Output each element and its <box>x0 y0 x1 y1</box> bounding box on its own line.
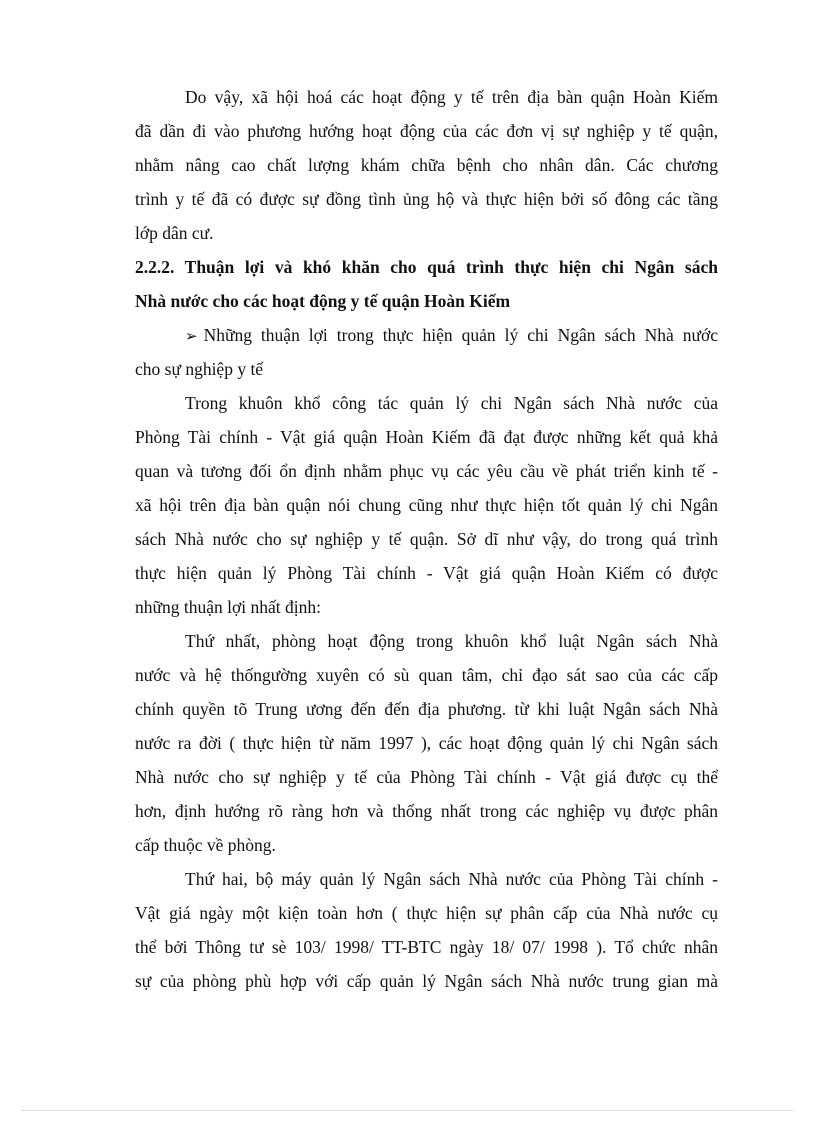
page-bottom-divider <box>22 1110 794 1111</box>
arrow-bullet-icon: ➢ <box>185 329 198 345</box>
text-line: thực hiện quản lý Phòng Tài chính - Vật giá quận Hoàn Kiếm có được <box>135 563 718 583</box>
text-line: nhằm nâng cao chất lượng khám chữa bệnh cho nhân dân. Các chương <box>135 155 718 175</box>
paragraph-1 <box>135 80 718 250</box>
text-line: cấp thuộc về phòng. <box>135 835 276 855</box>
text-line: Trong khuôn khổ công tác quản lý chi Ngân sách Nhà nước của <box>185 393 718 413</box>
bullet-text: Những thuận lợi trong thực hiện quản lý chi Ngân sách Nhà nước <box>203 325 718 345</box>
heading-line: Nhà nước cho các hoạt động y tế quận Hoàn Kiếm <box>135 291 511 311</box>
bullet-line: cho sự nghiệp y tế <box>135 359 264 379</box>
text-line: chính quyền tõ Trung ương đến đến địa phương. từ khi luật Ngân sách Nhà <box>135 699 718 719</box>
section-heading <box>135 250 718 318</box>
bullet-item <box>135 318 718 386</box>
text-line: quan và tương đối ổn định nhằm phục vụ các yêu cầu về phát triển kinh tế - <box>135 461 718 481</box>
text-line: Phòng Tài chính - Vật giá quận Hoàn Kiếm đã đạt được những kết quả khả <box>135 427 718 447</box>
heading-line: 2.2.2. Thuận lợi và khó khăn cho quá trình thực hiện chi Ngân sách <box>135 257 718 277</box>
text-line: những thuận lợi nhất định: <box>135 597 321 617</box>
text-line: Vật giá ngày một kiện toàn hơn ( thực hiện sự phân cấp của Nhà nước cụ <box>135 903 718 923</box>
text-line: hơn, định hướng rõ ràng hơn và thống nhất trong các nghiệp vụ được phân <box>135 801 718 821</box>
text-line: đã dần đi vào phương hướng hoạt động của các đơn vị sự nghiệp y tế quận, <box>135 121 718 141</box>
text-line: nước và hệ thốngường xuyên có sù quan tâm, chỉ đạo sát sao của các cấp <box>135 665 718 685</box>
text-line: Thứ hai, bộ máy quản lý Ngân sách Nhà nước của Phòng Tài chính - <box>185 869 718 889</box>
text-line: lớp dân cư. <box>135 223 214 243</box>
text-line: nước ra đời ( thực hiện từ năm 1997 ), các hoạt động quản lý chi Ngân sách <box>135 733 718 753</box>
bullet-line <box>135 318 718 352</box>
text-line: Thứ nhất, phòng hoạt động trong khuôn khổ luật Ngân sách Nhà <box>185 631 718 651</box>
text-line: Nhà nước cho sự nghiệp y tế của Phòng Tài chính - Vật giá được cụ thể <box>135 767 718 787</box>
text-line: sách Nhà nước cho sự nghiệp y tế quận. Sở dĩ như vậy, do trong quá trình <box>135 529 718 549</box>
text-line: sự của phòng phù hợp với cấp quản lý Ngân sách Nhà nước trung gian mà <box>135 971 718 991</box>
paragraph-2 <box>135 386 718 624</box>
paragraph-4 <box>135 862 718 998</box>
text-line: trình y tế đã có được sự đồng tình ủng hộ và thực hiện bởi số đông các tầng <box>135 189 718 209</box>
text-line: thể bởi Thông tư sè 103/ 1998/ TT-BTC ngày 18/ 07/ 1998 ). Tổ chức nhân <box>135 937 718 957</box>
document-body <box>135 80 718 998</box>
text-line: xã hội trên địa bàn quận nói chung cũng như thực hiện tốt quản lý chi Ngân <box>135 495 718 515</box>
text-line: Do vậy, xã hội hoá các hoạt động y tế trên địa bàn quận Hoàn Kiếm <box>185 87 718 107</box>
paragraph-3 <box>135 624 718 862</box>
